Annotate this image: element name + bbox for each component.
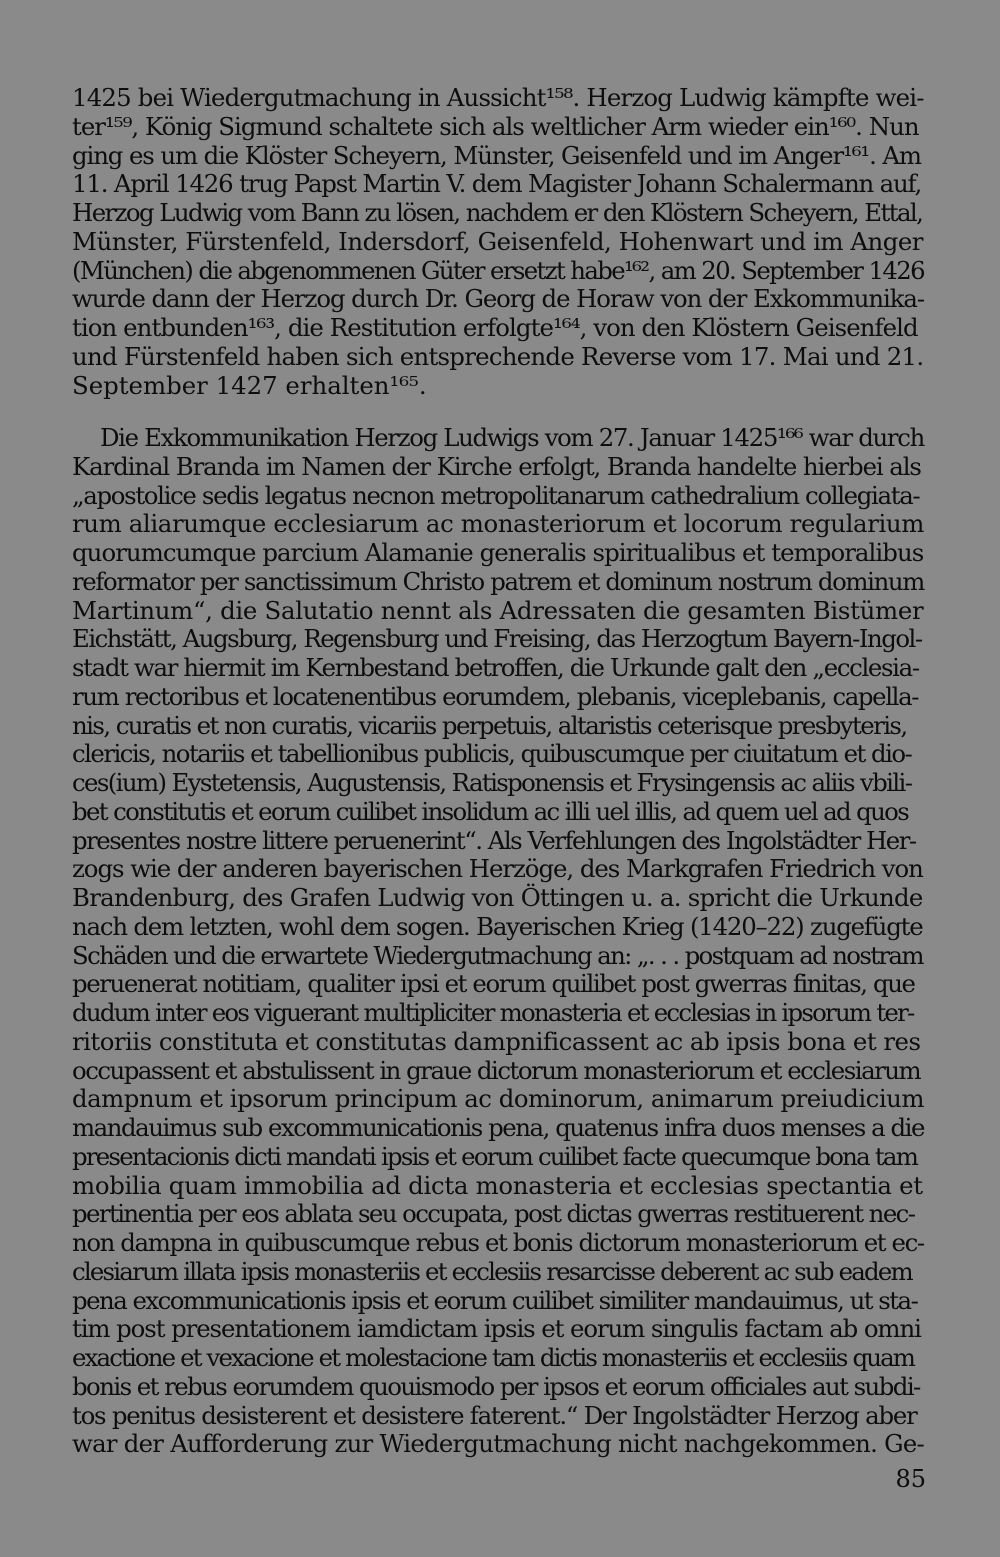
text-line: (München) die abgenommenen Güter ersetzt habe¹⁶², am 20. September 1426 <box>72 255 924 285</box>
text-line: Eichstätt, Augsburg, Regensburg und Freising, das Herzogtum Bayern-Ingol- <box>72 624 922 654</box>
text-line: pertinentia per eos ablata seu occupata, post dictas gwerras restituerent nec- <box>72 1199 915 1229</box>
text-line: tion entbunden¹⁶³, die Restitution erfolgte¹⁶⁴, von den Klöstern Geisenfeld <box>72 313 918 342</box>
text-line: 11. April 1426 trug Papst Martin V. dem Magister Johann Schalermann auf, <box>72 169 922 199</box>
text-line: ritoriis constituta et constitutas dampnificassent ac ab ipsis bona et res <box>72 1026 921 1056</box>
text-line: tos penitus desisterent et desistere faterent.“ Der Ingolstädter Herzog aber <box>72 1400 917 1430</box>
text-line: zogs wie der anderen bayerischen Herzöge, des Markgrafen Friedrich von <box>72 854 923 884</box>
text-line: ces(ium) Eystetensis, Augustensis, Ratisponensis et Frysingensis ac aliis vbili- <box>72 768 912 797</box>
text-line: ter¹⁵⁹, König Sigmund schaltete sich als weltlicher Arm wieder ein¹⁶⁰. Nun <box>72 111 919 141</box>
text-line: Kardinal Branda im Namen der Kirche erfolgt, Branda handelte hierbei als <box>72 451 921 481</box>
text-line: ging es um die Klöster Scheyern, Münster, Geisenfeld und im Anger¹⁶¹. Am <box>72 140 921 170</box>
paragraph-2 <box>72 424 924 1459</box>
text-line: nach dem letzten, wohl dem sogen. Bayerischen Krieg (1420–22) zugefügte <box>72 911 923 941</box>
text-line: peruenerat notitiam, qualiter ipsi et eorum quilibet post gwerras finitas, que <box>72 969 915 999</box>
text-line: tim post presentationem iamdictam ipsis et eorum singulis factam ab omni <box>72 1314 921 1344</box>
text-line: reformator per sanctissimum Christo patrem et dominum nostrum dominum <box>72 566 924 596</box>
text-line: Die Exkommunikation Herzog Ludwigs vom 27. Januar 1425¹⁶⁶ war durch <box>99 423 924 452</box>
text-line: mandauimus sub excommunicationis pena, quatenus infra duos menses a die <box>72 1113 924 1142</box>
text-line: wurde dann der Herzog durch Dr. Georg de Horaw von der Exkommunika- <box>72 284 924 314</box>
text-line: occupassent et abstulissent in graue dictorum monasteriorum et ecclesiarum <box>72 1055 921 1085</box>
text-line: clericis, notariis et tabellionibus publicis, quibuscumque per ciuitatum et dio- <box>72 739 912 769</box>
text-line: „apostolice sedis legatus necnon metropolitanarum cathedralium collegiata- <box>72 480 920 510</box>
text-line: mobilia quam immobilia ad dicta monasteria et ecclesias spectantia et <box>72 1170 923 1200</box>
text-line: presentacionis dicti mandati ipsis et eorum cuilibet facte quecumque bona tam <box>72 1141 918 1171</box>
text-line: Brandenburg, des Grafen Ludwig von Öttingen u. a. spricht die Urkunde <box>72 883 923 912</box>
text-line: nis, curatis et non curatis, vicariis perpetuis, altaristis ceterisque presbyteris, <box>72 710 907 740</box>
text-line: pena excommunicationis ipsis et eorum cuilibet similiter mandauimus, ut sta- <box>72 1285 918 1315</box>
page-number: 85 <box>895 1465 926 1493</box>
text-line: rum aliarumque ecclesiarum ac monasteriorum et locorum regularium <box>72 509 924 539</box>
text-line: rum rectoribus et locatenentibus eorumdem, plebanis, viceplebanis, capella- <box>72 681 919 711</box>
text-line: Schäden und die erwartete Wiedergutmachung an: „. . . postquam ad nostram <box>72 940 923 970</box>
text-line: exactione et vexacione et molestacione tam dictis monasteriis et ecclesiis quam <box>72 1343 915 1372</box>
text-line: war der Aufforderung zur Wiedergutmachung nicht nachgekommen. Ge- <box>72 1429 924 1459</box>
text-line: Herzog Ludwig vom Bann zu lösen, nachdem er den Klöstern Scheyern, Ettal, <box>72 198 923 227</box>
text-line: non dampna in quibuscumque rebus et bonis dictorum monasteriorum et ec- <box>72 1228 924 1257</box>
paragraph-1 <box>72 84 924 400</box>
text-line: und Fürstenfeld haben sich entsprechende Reverse vom 17. Mai und 21. <box>72 341 924 371</box>
text-line: bonis et rebus eorumdem quouismodo per ipsos et eorum officiales aut subdi- <box>72 1371 920 1401</box>
text-line: clesiarum illata ipsis monasteriis et ecclesiis resarcisse deberent ac sub eadem <box>72 1256 912 1286</box>
text-line: dampnum et ipsorum principum ac dominorum, animarum preiudicium <box>72 1084 924 1114</box>
text-line: Münster, Fürstenfeld, Indersdorf, Geisenfeld, Hohenwart und im Anger <box>72 226 923 256</box>
text-line: presentes nostre littere peruenerint“. Als Verfehlungen des Ingolstädter Her- <box>72 825 916 855</box>
text-line: dudum inter eos viguerant multipliciter monasteria et ecclesias in ipsorum ter- <box>72 998 914 1027</box>
text-line: Martinum“, die Salutatio nennt als Adressaten die gesamten Bistümer <box>72 595 924 625</box>
text-line: bet constitutis et eorum cuilibet insolidum ac illi uel illis, ad quem uel ad quos <box>72 796 909 826</box>
text-line: stadt war hiermit im Kernbestand betroffen, die Urkunde galt den „ecclesia- <box>72 653 919 682</box>
text-line: quorumcumque parcium Alamanie generalis spiritualibus et temporalibus <box>72 538 924 567</box>
text-line: September 1427 erhalten¹⁶⁵. <box>72 370 427 400</box>
text-line: 1425 bei Wiedergutmachung in Aussicht¹⁵⁸. Herzog Ludwig kämpfte wei- <box>72 83 924 112</box>
